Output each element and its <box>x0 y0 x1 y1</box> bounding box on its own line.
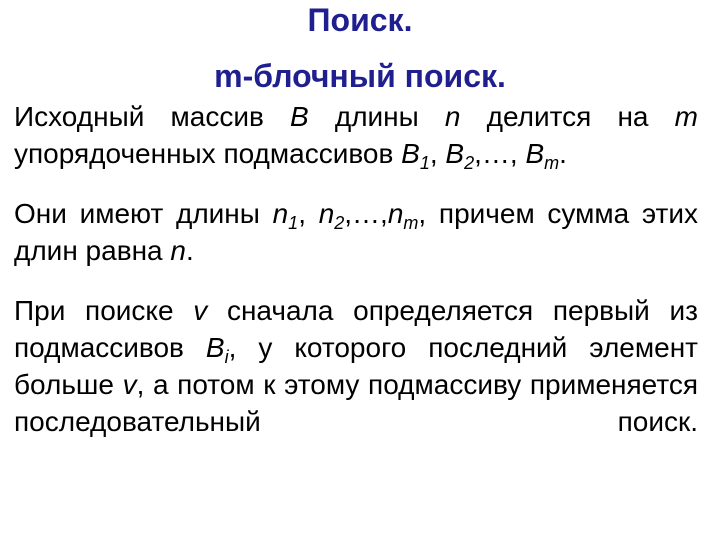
p1-sep: , <box>429 138 446 169</box>
p1-text: длины <box>308 101 445 132</box>
subscript-1: 1 <box>288 213 299 233</box>
p1-text: делится на <box>460 101 675 132</box>
p3-text: При поиске <box>14 295 194 326</box>
var-n: n <box>444 101 461 132</box>
slide-title: Поиск. <box>307 2 413 38</box>
var-v: v <box>122 369 137 400</box>
var-m: m <box>674 101 698 132</box>
var-B: B <box>290 101 309 132</box>
var-n: n <box>170 235 186 266</box>
p3-text: сначала определяется первый из подмассивов <box>14 295 698 363</box>
p1-sep: ,…, <box>474 138 526 169</box>
p3-text: , у которого последний элемент больше <box>14 332 698 400</box>
p2-sep: , <box>298 198 319 229</box>
subscript-m: m <box>403 213 419 233</box>
p1-text: Исходный массив <box>14 101 290 132</box>
paragraph-3 <box>14 292 698 440</box>
p2-text: , причем сумма этих длин равна <box>14 198 699 266</box>
p3-text: , а потом к этому подмассиву применяется последовательный поиск. <box>14 369 698 437</box>
paragraph-2 <box>14 195 698 269</box>
subscript-m: m <box>544 153 560 173</box>
p1-text: упорядоченных подмассивов <box>14 138 402 169</box>
var-B1: B <box>401 138 420 169</box>
var-B2: B <box>445 138 465 169</box>
p2-text: Они имеют длины <box>14 198 273 229</box>
p2-end: . <box>185 235 194 266</box>
var-n1: n <box>272 198 289 229</box>
subscript-1: 1 <box>419 153 430 173</box>
var-nm: n <box>387 198 404 229</box>
var-Bi: B <box>205 332 225 363</box>
subscript-i: i <box>224 347 229 367</box>
paragraph-1 <box>14 98 698 172</box>
slide-subtitle: m-блочный поиск. <box>214 58 506 94</box>
p2-sep: ,…, <box>344 198 388 229</box>
subscript-2: 2 <box>464 153 475 173</box>
p1-end: . <box>559 138 567 169</box>
subscript-2: 2 <box>334 213 345 233</box>
var-Bm: B <box>525 138 545 169</box>
var-n2: n <box>318 198 335 229</box>
var-v: v <box>193 295 208 326</box>
